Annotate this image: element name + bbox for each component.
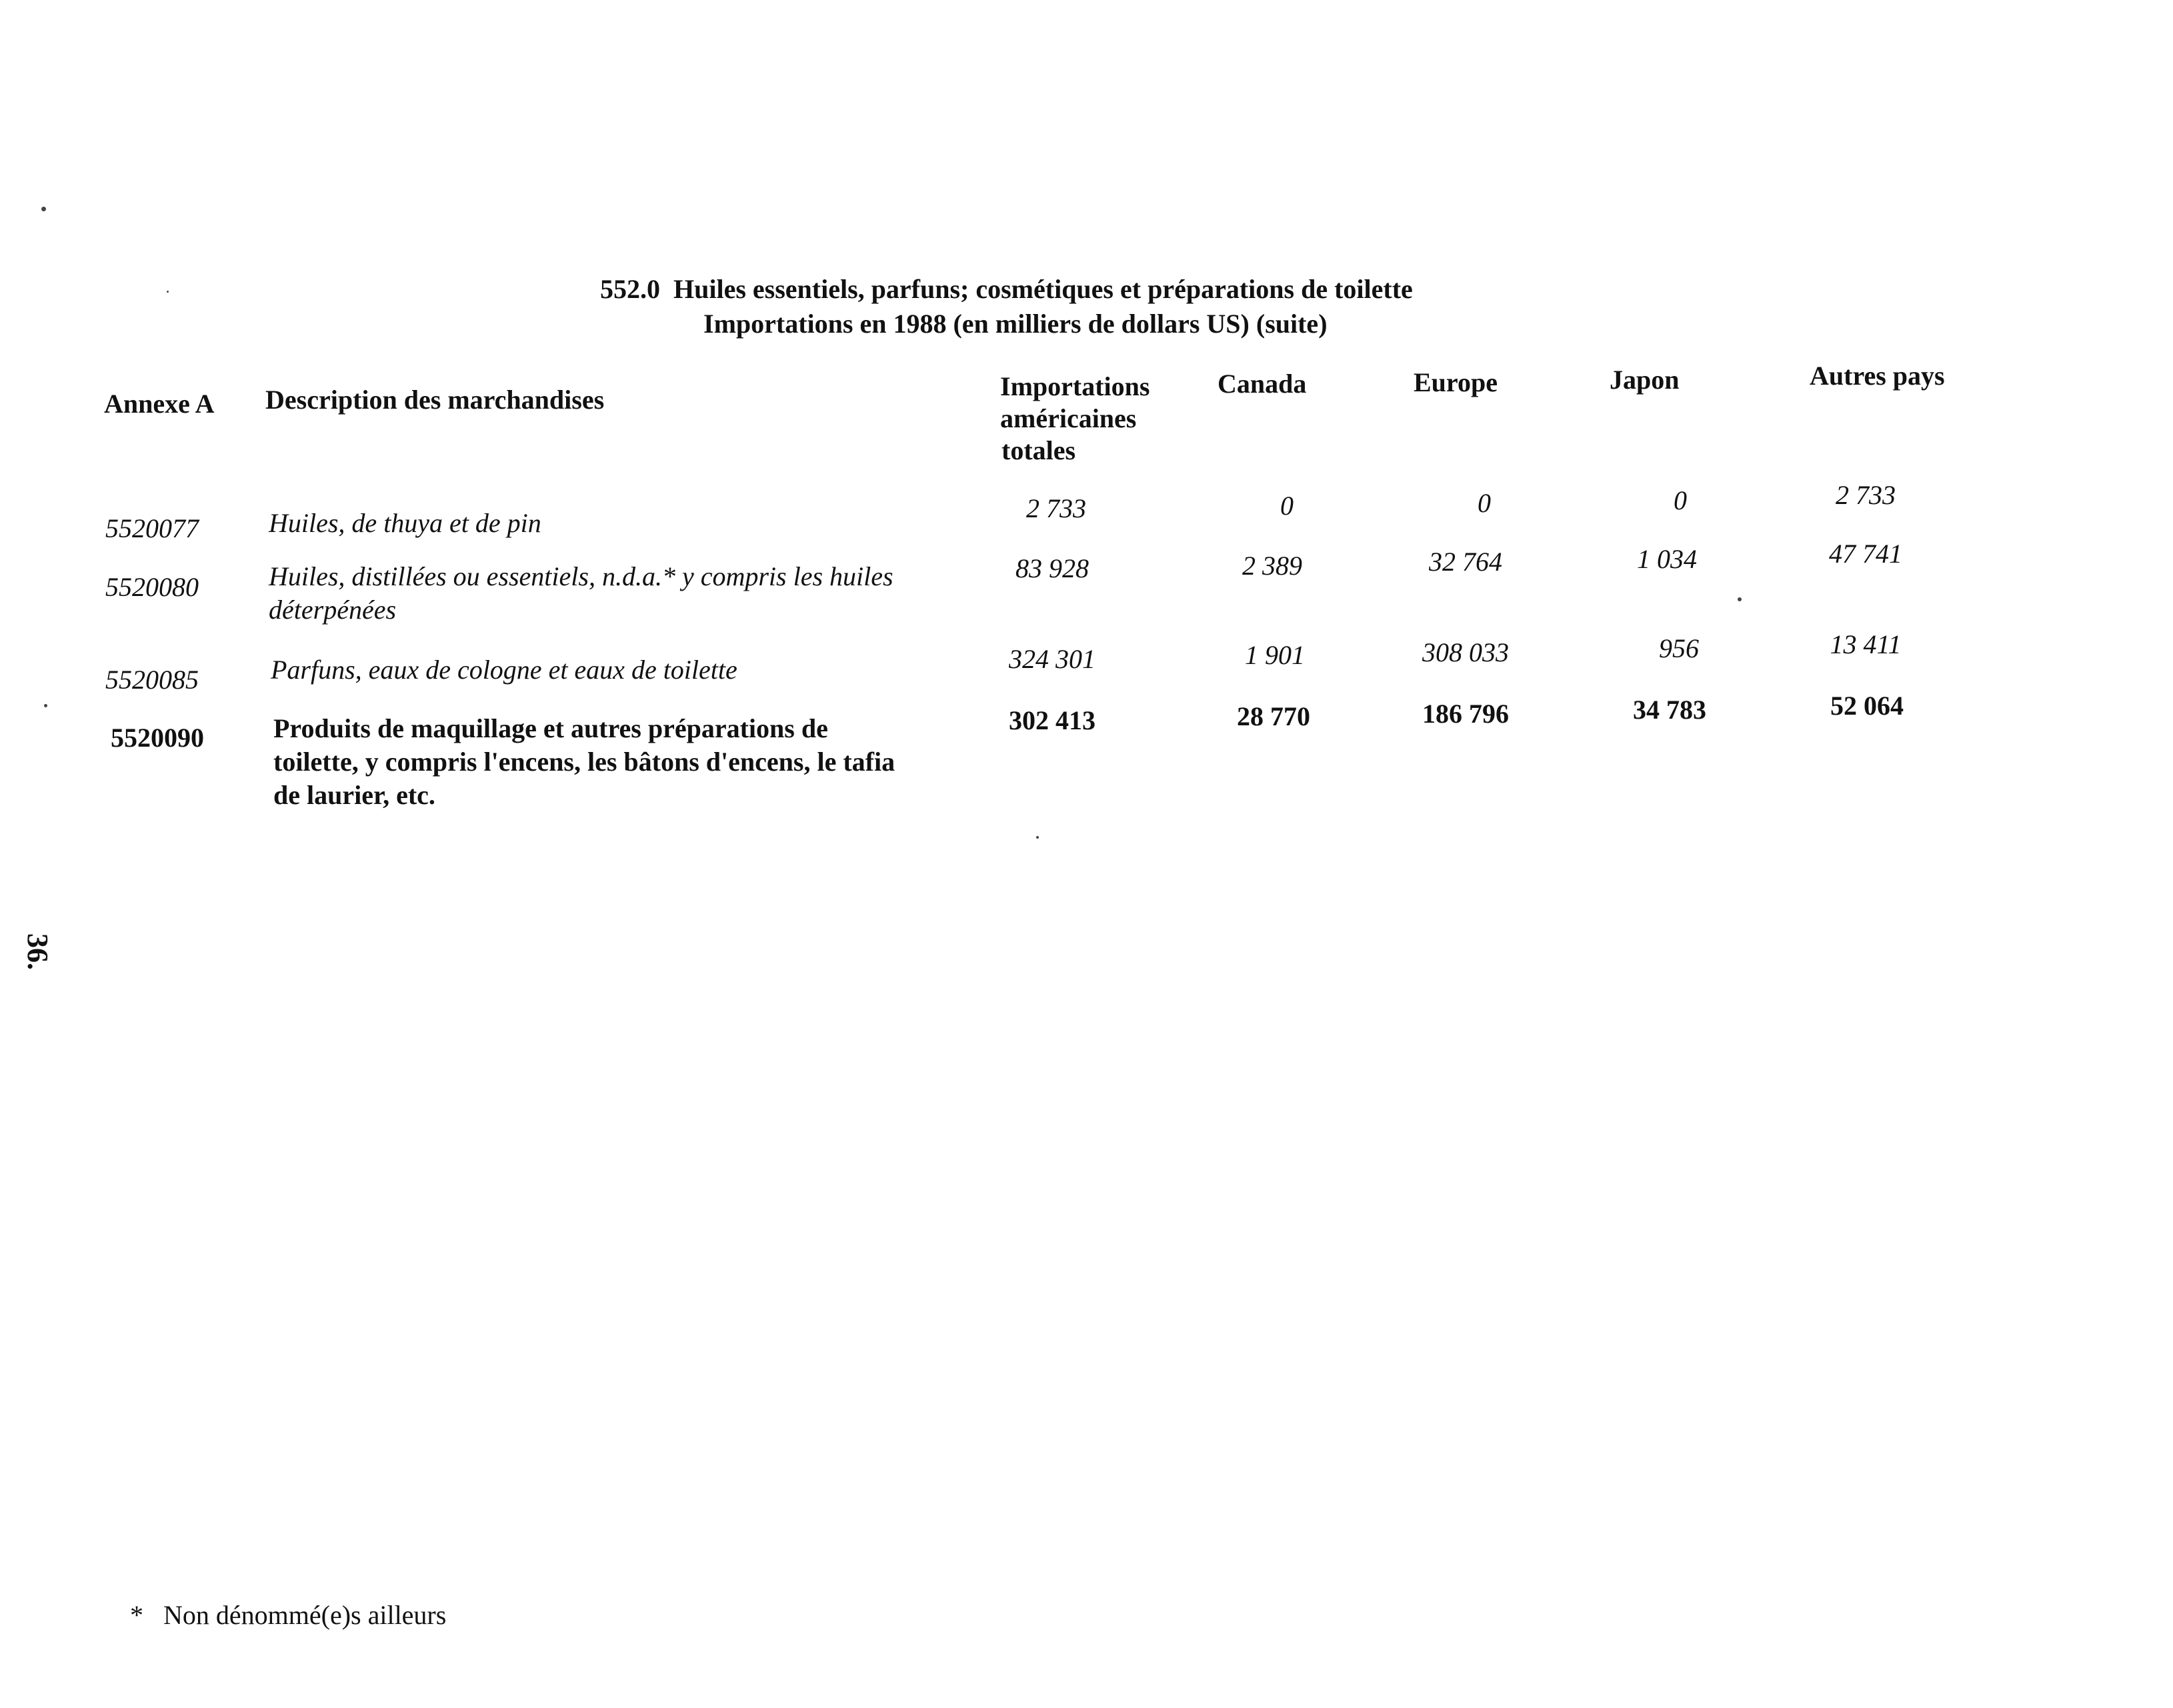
- cell-total: 83 928: [1015, 553, 1089, 583]
- row-description: Huiles, de thuya et de pin: [269, 508, 541, 538]
- cell-japon: 0: [1674, 485, 1687, 515]
- header-autres: Autres pays: [1810, 361, 1945, 391]
- header-canada: Canada: [1218, 369, 1307, 399]
- section-number: 552.0: [600, 274, 660, 304]
- cell-japon: 34 783: [1633, 695, 1706, 725]
- header-total-line1: Importations: [1000, 371, 1150, 401]
- header-total-line2: américaines: [1000, 403, 1137, 433]
- cell-europe: 32 764: [1429, 547, 1502, 577]
- cell-canada: 0: [1280, 491, 1294, 521]
- cell-japon: 1 034: [1637, 544, 1697, 574]
- footnote-text: Non dénommé(e)s ailleurs: [163, 1600, 447, 1630]
- row-code: 5520077: [105, 513, 199, 543]
- cell-europe: 0: [1478, 488, 1491, 518]
- title-text: Huiles essentiels, parfuns; cosmétiques et préparations de toilette: [673, 274, 1413, 304]
- row-description: Parfuns, eaux de cologne et eaux de toilette: [271, 655, 737, 685]
- header-annex: Annexe A: [104, 389, 215, 419]
- cell-autres: 52 064: [1830, 691, 1904, 721]
- scan-speck: [167, 291, 169, 293]
- cell-autres: 47 741: [1829, 539, 1902, 569]
- header-description: Description des marchandises: [265, 385, 605, 415]
- scan-speck: [41, 207, 46, 211]
- scan-speck: [1036, 836, 1039, 839]
- cell-autres: 13 411: [1830, 629, 1902, 659]
- scan-speck: [44, 704, 47, 707]
- cell-total: 324 301: [1009, 644, 1096, 674]
- document-title: [600, 273, 1413, 305]
- cell-europe: 308 033: [1422, 637, 1509, 667]
- row-description: Huiles, distillées ou essentiels, n.d.a.* y compris les huiles déterpénées: [269, 561, 893, 625]
- header-japon: Japon: [1610, 365, 1680, 395]
- row-code: 5520085: [105, 665, 199, 695]
- cell-canada: 1 901: [1245, 640, 1305, 670]
- cell-europe: 186 796: [1422, 699, 1509, 729]
- cell-canada: 2 389: [1242, 551, 1302, 581]
- row-description: Produits de maquillage et autres préparations de toilette, y compris l'encens, les bâtons d'encens, le tafia de laurier, etc.: [273, 713, 895, 810]
- row-code: 5520090: [111, 723, 204, 753]
- header-total-line3: totales: [1001, 435, 1076, 465]
- row-code: 5520080: [105, 572, 199, 602]
- header-europe: Europe: [1414, 367, 1498, 397]
- footnote: [130, 1599, 446, 1632]
- cell-total: 302 413: [1009, 705, 1096, 735]
- scan-speck: [1738, 597, 1742, 601]
- page-number: 36.: [21, 933, 54, 970]
- footnote-marker: *: [130, 1600, 143, 1630]
- document-subtitle: Importations en 1988 (en milliers de dollars US) (suite): [703, 309, 1328, 339]
- cell-japon: 956: [1659, 633, 1699, 663]
- cell-canada: 28 770: [1237, 701, 1310, 731]
- cell-total: 2 733: [1026, 493, 1086, 523]
- cell-autres: 2 733: [1836, 480, 1896, 510]
